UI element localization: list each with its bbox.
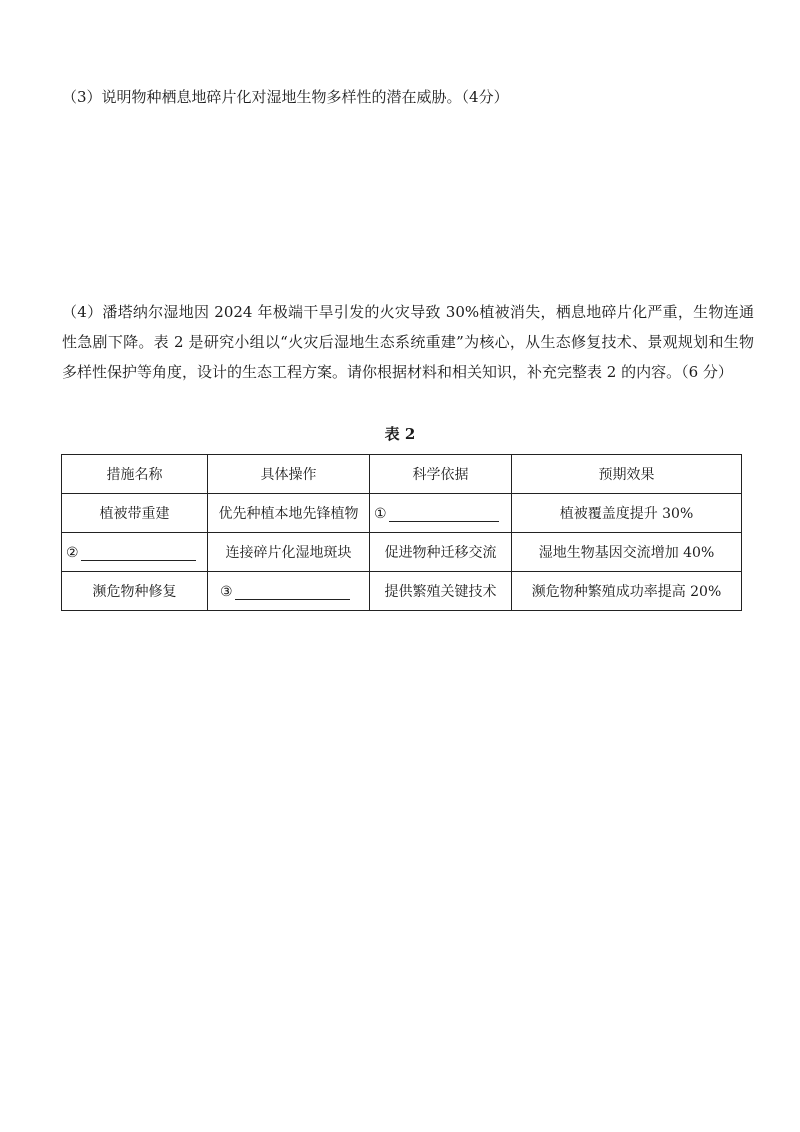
header-measure: 措施名称	[62, 455, 208, 494]
cell-basis: 促进物种迁移交流	[370, 533, 512, 572]
blank-marker: ③	[220, 583, 233, 600]
question-4-text: （4）潘塔纳尔湿地因 2024 年极端干旱引发的火灾导致 30%植被消失，栖息地碎片化严重，生物连通性急剧下降。表 2 是研究小组以“火灾后湿地生态系统重建”为核心，从生态修复技术、景观规划和生物多样性保护等角度，设计的生态工程方案。请你根据材料和相关知识，补充完整表 2 的内容。（6 分）	[62, 303, 754, 381]
cell-measure-blank[interactable]	[62, 533, 208, 572]
header-effect: 预期效果	[512, 455, 742, 494]
table-2-caption: 表 2	[384, 425, 416, 443]
answer-blank-line[interactable]	[389, 505, 499, 522]
answer-blank-line[interactable]	[235, 583, 350, 600]
table-row	[62, 533, 742, 572]
cell-basis-blank[interactable]	[370, 494, 512, 533]
table-2	[61, 454, 742, 611]
cell-effect: 植被覆盖度提升 30%	[512, 494, 742, 533]
cell-operation: 优先种植本地先锋植物	[208, 494, 370, 533]
table-row	[62, 572, 742, 611]
cell-operation-blank[interactable]	[208, 572, 370, 611]
cell-operation: 连接碎片化湿地斑块	[208, 533, 370, 572]
answer-blank-line[interactable]	[81, 544, 196, 561]
table-header-row	[62, 455, 742, 494]
header-basis: 科学依据	[370, 455, 512, 494]
question-3-text: （3）说明物种栖息地碎片化对湿地生物多样性的潜在威胁。（4分）	[62, 88, 509, 106]
table-row	[62, 494, 742, 533]
cell-basis: 提供繁殖关键技术	[370, 572, 512, 611]
cell-measure: 植被带重建	[62, 494, 208, 533]
cell-effect: 湿地生物基因交流增加 40%	[512, 533, 742, 572]
cell-effect: 濒危物种繁殖成功率提高 20%	[512, 572, 742, 611]
header-operation: 具体操作	[208, 455, 370, 494]
blank-marker: ②	[66, 544, 79, 561]
cell-measure: 濒危物种修复	[62, 572, 208, 611]
blank-marker: ①	[374, 505, 387, 522]
